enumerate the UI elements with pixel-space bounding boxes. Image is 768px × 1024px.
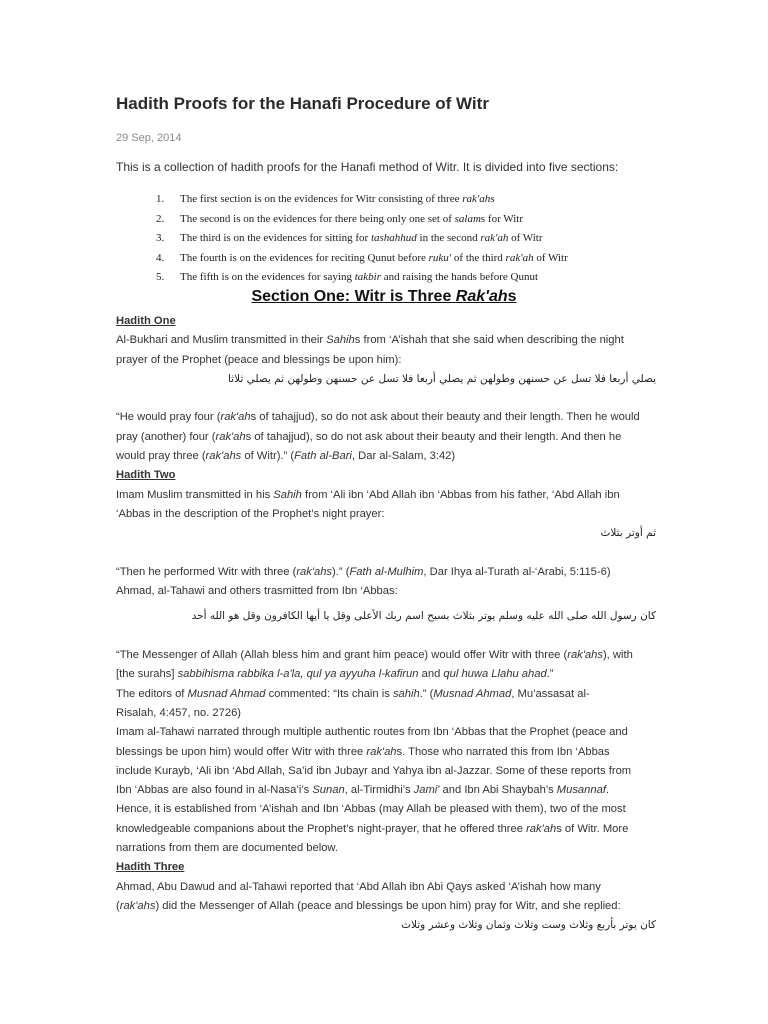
- italic-text: rak'ahs: [119, 899, 156, 912]
- text: knowledgeable companions about the Prophet’s night-prayer, that he offered three: [116, 822, 527, 835]
- paragraph: [116, 800, 656, 858]
- list-text: s for Witr: [480, 212, 524, 225]
- list-number: 3.: [156, 232, 165, 244]
- list-italic: tashahhud: [370, 232, 417, 244]
- paragraph: [116, 878, 656, 917]
- arabic-text: كان يوتر بأربع وثلاث وست وثلاث وثمان وثلاث وعشر وثلاث: [401, 919, 656, 932]
- italic-text: rak'ah: [366, 745, 397, 758]
- translation-paragraph: [116, 646, 656, 685]
- text: s from ‘A’ishah that she said when describing the night: [354, 334, 624, 347]
- list-number: 1.: [156, 193, 165, 205]
- italic-text: sabbihisma rabbika l-a'la, qul ya ayyuha l-kafirun: [177, 668, 419, 681]
- text: “The Messenger of Allah (Allah bless him and grant him peace) would offer Witr with three (: [116, 649, 568, 662]
- text: ) did the Messenger of Allah (peace and blessings be upon him) pray for Witr, and she replied:: [155, 899, 621, 912]
- text: .” (: [419, 687, 434, 700]
- list-text: in the second: [416, 232, 481, 244]
- article-date: 29 Sep, 2014: [116, 132, 182, 144]
- italic-text: Sunan: [312, 784, 345, 797]
- list-text: The third is on the evidences for sitting for: [180, 232, 371, 244]
- text: The editors of: [116, 687, 188, 700]
- article-intro: This is a collection of hadith proofs for the Hanafi method of Witr. It is divided into five sections:: [116, 160, 619, 174]
- italic-text: Musnad Ahmad: [433, 687, 512, 700]
- list-italic: ruku': [428, 251, 452, 264]
- heading-italic: Rak'ah: [455, 288, 508, 305]
- text: Al-Bukhari and Muslim transmitted in their: [116, 334, 327, 347]
- italic-text: rak'ah: [220, 411, 251, 424]
- section-list-item: [156, 251, 568, 271]
- text: s of tahajjud), so do not ask about their beauty and their length. And then he: [245, 430, 622, 443]
- text: Hence, it is established from ‘A’ishah and Ibn ‘Abbas (may Allah be pleased with them), two of the most: [116, 803, 626, 816]
- italic-text: rak'ah: [215, 430, 246, 443]
- text: , Dar al-Salam, 3:42): [351, 450, 456, 463]
- hadith-two-heading: Hadith Two: [116, 469, 176, 482]
- text: “He would pray four (: [116, 411, 221, 424]
- text: , al-Tirmidhi’s: [344, 784, 414, 797]
- italic-text: rak'ahs: [567, 649, 603, 662]
- paragraph: Ahmad, al-Tahawi and others trasmitted from Ibn ‘Abbas:: [116, 585, 398, 598]
- text: from ‘Ali ibn ‘Abd Allah ibn ‘Abbas from his father, ‘Abd Allah ibn: [301, 488, 620, 501]
- text: narrations from them are documented below.: [116, 842, 339, 855]
- text: ).” (: [332, 565, 350, 578]
- text: s. Those who narrated this from Ibn ‘Abbas: [396, 745, 610, 758]
- text: Imam al-Tahawi narrated through multiple authentic routes from Ibn ‘Abbas that the Prophet (peace and: [116, 726, 628, 739]
- list-text: The fourth is on the evidences for reciting Qunut before: [180, 251, 429, 264]
- article-title: Hadith Proofs for the Hanafi Procedure of Witr: [116, 94, 489, 113]
- text: prayer of the Prophet (peace and blessings be upon him):: [116, 353, 402, 366]
- italic-text: Musannaf: [556, 784, 606, 797]
- text: s of tahajjud), so do not ask about their beauty and their length. Then he would: [250, 411, 640, 424]
- italic-text: rak'ahs: [296, 565, 333, 578]
- list-number: 2.: [156, 212, 165, 225]
- text: s of Witr. More: [556, 822, 629, 835]
- text: .: [605, 784, 610, 797]
- hadith-one-heading: Hadith One: [116, 315, 176, 327]
- list-italic: takbir: [354, 271, 382, 283]
- section-list-item: [156, 212, 568, 232]
- text: [the surahs]: [116, 668, 178, 681]
- section-list: [156, 192, 568, 290]
- list-number: 4.: [156, 251, 165, 264]
- list-italic: salam: [454, 212, 481, 225]
- arabic-text: كان رسول الله صلى الله عليه وسلم يوتر بثلاث بسبح اسم ربك الأعلى وقل يا أيها الكافرون وقل هو الله أحد: [191, 610, 656, 623]
- list-number: 5.: [156, 271, 165, 283]
- heading-text: Section One: Witr is Three: [251, 288, 456, 305]
- list-text: of the third: [451, 251, 506, 264]
- italic-text: Sahih: [273, 488, 302, 501]
- heading-text: s: [507, 288, 517, 305]
- translation-paragraph: [116, 563, 656, 582]
- list-text: of Witr: [533, 251, 568, 264]
- italic-text: Fath al-Bari: [294, 450, 352, 463]
- paragraph: [116, 331, 656, 370]
- text: Ibn ‘Abbas are also found in al-Nasa’i’s: [116, 784, 313, 797]
- text: .”: [546, 668, 554, 681]
- italic-text: Fath al-Mulhim: [349, 565, 424, 578]
- section-list-item: [156, 231, 568, 251]
- text: blessings be upon him) would offer Witr with three: [116, 745, 367, 758]
- text: , Dar Ihya al-Turath al-‘Arabi, 5:115-6): [423, 565, 611, 578]
- arabic-text: ثم أوتر بثلاث: [600, 527, 656, 540]
- paragraph: [116, 486, 656, 525]
- section-one-heading: [0, 288, 768, 306]
- text: , Mu’assasat al-: [511, 687, 590, 700]
- article-body: [116, 312, 656, 936]
- list-text: The second is on the evidences for there being only one set of: [180, 212, 455, 225]
- list-text: and raising the hands before Qunut: [381, 271, 539, 283]
- spacer: [116, 627, 656, 646]
- list-text: The fifth is on the evidences for saying: [180, 271, 355, 283]
- italic-text: Sahih: [326, 334, 355, 347]
- text: include Kurayb, ‘Ali ibn ‘Abd Allah, Sa’id ibn Jubayr and Yahya ibn al-Jazzar. Some of these reports from: [116, 764, 632, 777]
- translation-paragraph: [116, 408, 656, 466]
- list-italic: rak'ah: [505, 251, 534, 264]
- paragraph: [116, 685, 656, 724]
- arabic-text: يصلي أربعا فلا تسل عن حسنهن وطولهن ثم يصلي أربعا فلا تسل عن حسنهن وطولهن ثم يصلي ثلاثا: [227, 372, 656, 385]
- hadith-three-heading: Hadith Three: [116, 861, 185, 874]
- text: would pray three (: [116, 450, 206, 463]
- text: Ahmad, Abu Dawud and al-Tahawi reported that ‘Abd Allah ibn Abi Qays asked ‘A’ishah how many: [116, 880, 601, 893]
- spacer: [116, 389, 656, 408]
- text: pray (another) four (: [116, 430, 216, 443]
- italic-text: Jami': [413, 784, 440, 797]
- text: and Ibn Abi Shaybah’s: [439, 784, 557, 797]
- section-list-item: [156, 192, 568, 212]
- list-text: s: [490, 193, 495, 205]
- italic-text: Musnad Ahmad: [187, 687, 266, 700]
- paragraph: [116, 723, 656, 800]
- italic-text: qul huwa Llahu ahad: [443, 668, 547, 681]
- section-list-item: [156, 270, 568, 290]
- list-text: of Witr: [508, 232, 543, 244]
- text: ), with: [602, 649, 633, 662]
- spacer: [116, 544, 656, 563]
- list-italic: rak'ah: [462, 193, 491, 205]
- text: Risalah, 4:457, no. 2726): [116, 706, 242, 719]
- list-text: The first section is on the evidences for Witr consisting of three: [180, 193, 463, 205]
- italic-text: rak'ahs: [205, 450, 242, 463]
- italic-text: sahih: [392, 687, 420, 700]
- text: (: [116, 899, 120, 912]
- text: of Witr).” (: [241, 450, 295, 463]
- text: “Then he performed Witr with three (: [116, 565, 297, 578]
- list-italic: rak'ah: [480, 232, 509, 244]
- text: and: [418, 668, 444, 681]
- text: Imam Muslim transmitted in his: [116, 488, 274, 501]
- text: ‘Abbas in the description of the Prophet’s night prayer:: [116, 507, 385, 520]
- text: commented: “Its chain is: [265, 687, 393, 700]
- italic-text: rak'ah: [526, 822, 557, 835]
